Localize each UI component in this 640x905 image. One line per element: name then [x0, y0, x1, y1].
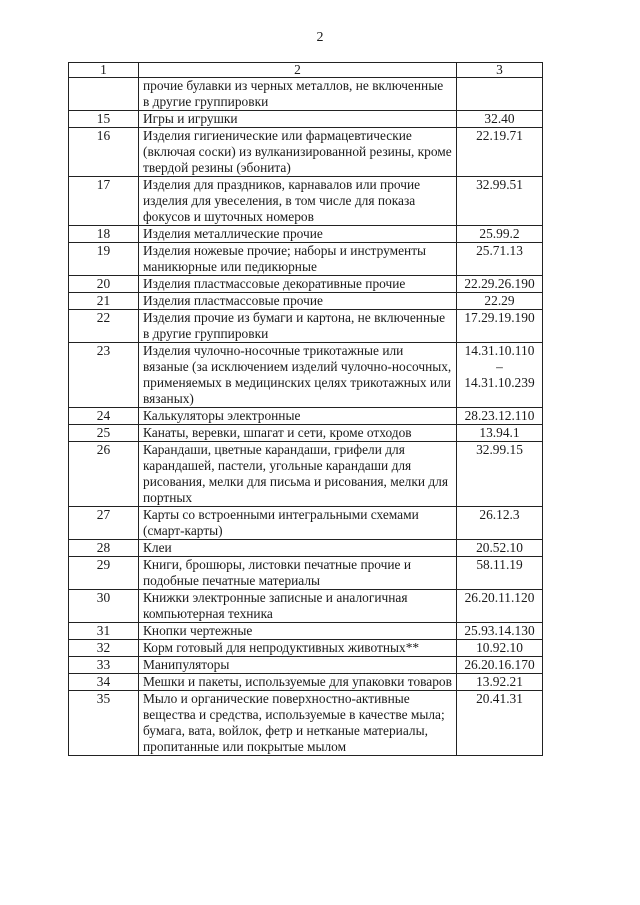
row-number: 23 [69, 343, 139, 408]
table-row [69, 674, 543, 691]
row-code: 13.94.1 [457, 425, 543, 442]
row-number: 24 [69, 408, 139, 425]
row-number: 35 [69, 691, 139, 756]
row-code: 10.92.10 [457, 640, 543, 657]
row-number: 20 [69, 276, 139, 293]
row-name: Клеи [139, 540, 457, 557]
row-number: 32 [69, 640, 139, 657]
row-name: Изделия пластмассовые декоративные прочие [139, 276, 457, 293]
row-number: 18 [69, 226, 139, 243]
row-name: Изделия прочие из бумаги и картона, не включенные в другие группировки [139, 310, 457, 343]
row-name: Карты со встроенными интегральными схемами (смарт-карты) [139, 507, 457, 540]
row-name: Калькуляторы электронные [139, 408, 457, 425]
row-code: 32.99.15 [457, 442, 543, 507]
table-row [69, 657, 543, 674]
row-code: 13.92.21 [457, 674, 543, 691]
row-name: Мыло и органические поверхностно-активные вещества и средства, используемые в качестве мыла; бумага, вата, войлок, фетр и нетканые материалы, пропитанные или покрытые мылом [139, 691, 457, 756]
row-number: 29 [69, 557, 139, 590]
row-name: Изделия гигиенические или фармацевтические (включая соски) из вулканизированной резины, кроме твердой резины (эбонита) [139, 128, 457, 177]
row-code: 58.11.19 [457, 557, 543, 590]
row-code: 22.19.71 [457, 128, 543, 177]
row-code: 25.93.14.130 [457, 623, 543, 640]
column-header-2: 2 [139, 63, 457, 78]
row-number: 25 [69, 425, 139, 442]
row-name: Манипуляторы [139, 657, 457, 674]
row-number: 34 [69, 674, 139, 691]
table-row [69, 507, 543, 540]
row-code: 14.31.10.110 – 14.31.10.239 [457, 343, 543, 408]
table-row [69, 276, 543, 293]
row-name: Изделия металлические прочие [139, 226, 457, 243]
table-row [69, 442, 543, 507]
row-code: 26.20.16.170 [457, 657, 543, 674]
row-name: Канаты, веревки, шпагат и сети, кроме отходов [139, 425, 457, 442]
row-name: Корм готовый для непродуктивных животных** [139, 640, 457, 657]
row-number: 33 [69, 657, 139, 674]
row-number: 15 [69, 111, 139, 128]
column-header-1: 1 [69, 63, 139, 78]
row-name: Мешки и пакеты, используемые для упаковки товаров [139, 674, 457, 691]
row-code: 25.71.13 [457, 243, 543, 276]
row-name: прочие булавки из черных металлов, не включенные в другие группировки [139, 78, 457, 111]
table-row [69, 691, 543, 756]
row-name: Изделия чулочно-носочные трикотажные или вязаные (за исключением изделий чулочно-носочных, применяемых в медицинских целях трикотажных или вязаных) [139, 343, 457, 408]
row-number: 26 [69, 442, 139, 507]
table-row [69, 540, 543, 557]
row-number: 28 [69, 540, 139, 557]
row-code: 22.29.26.190 [457, 276, 543, 293]
table-row [69, 590, 543, 623]
table-row [69, 343, 543, 408]
row-number [69, 78, 139, 111]
row-number: 31 [69, 623, 139, 640]
table-row [69, 425, 543, 442]
row-code: 20.52.10 [457, 540, 543, 557]
table-row [69, 243, 543, 276]
table-row [69, 226, 543, 243]
table-row [69, 111, 543, 128]
products-table [68, 62, 543, 756]
row-code: 26.20.11.120 [457, 590, 543, 623]
row-name: Изделия ножевые прочие; наборы и инструменты маникюрные или педикюрные [139, 243, 457, 276]
table-body [69, 78, 543, 756]
table-row [69, 557, 543, 590]
column-header-3: 3 [457, 63, 543, 78]
row-code [457, 78, 543, 111]
table-row [69, 177, 543, 226]
table-row [69, 128, 543, 177]
row-code: 32.99.51 [457, 177, 543, 226]
row-code: 17.29.19.190 [457, 310, 543, 343]
row-number: 17 [69, 177, 139, 226]
row-name: Книги, брошюры, листовки печатные прочие и подобные печатные материалы [139, 557, 457, 590]
row-code: 32.40 [457, 111, 543, 128]
row-code: 26.12.3 [457, 507, 543, 540]
row-code: 22.29 [457, 293, 543, 310]
row-code: 25.99.2 [457, 226, 543, 243]
table-row [69, 293, 543, 310]
row-name: Кнопки чертежные [139, 623, 457, 640]
table-row [69, 78, 543, 111]
row-name: Книжки электронные записные и аналогичная компьютерная техника [139, 590, 457, 623]
table-row [69, 408, 543, 425]
row-name: Игры и игрушки [139, 111, 457, 128]
row-code: 28.23.12.110 [457, 408, 543, 425]
table-header [69, 63, 543, 78]
table-row [69, 623, 543, 640]
row-code: 20.41.31 [457, 691, 543, 756]
row-number: 19 [69, 243, 139, 276]
table-row [69, 310, 543, 343]
row-number: 27 [69, 507, 139, 540]
row-number: 16 [69, 128, 139, 177]
row-name: Изделия пластмассовые прочие [139, 293, 457, 310]
table-row [69, 640, 543, 657]
row-number: 30 [69, 590, 139, 623]
page-number: 2 [316, 30, 324, 45]
row-name: Изделия для праздников, карнавалов или прочие изделия для увеселения, в том числе для показа фокусов и шуточных номеров [139, 177, 457, 226]
row-number: 21 [69, 293, 139, 310]
row-name: Карандаши, цветные карандаши, грифели для карандашей, пастели, угольные карандаши для рисования, мелки для письма и рисования, мелки для портных [139, 442, 457, 507]
row-number: 22 [69, 310, 139, 343]
